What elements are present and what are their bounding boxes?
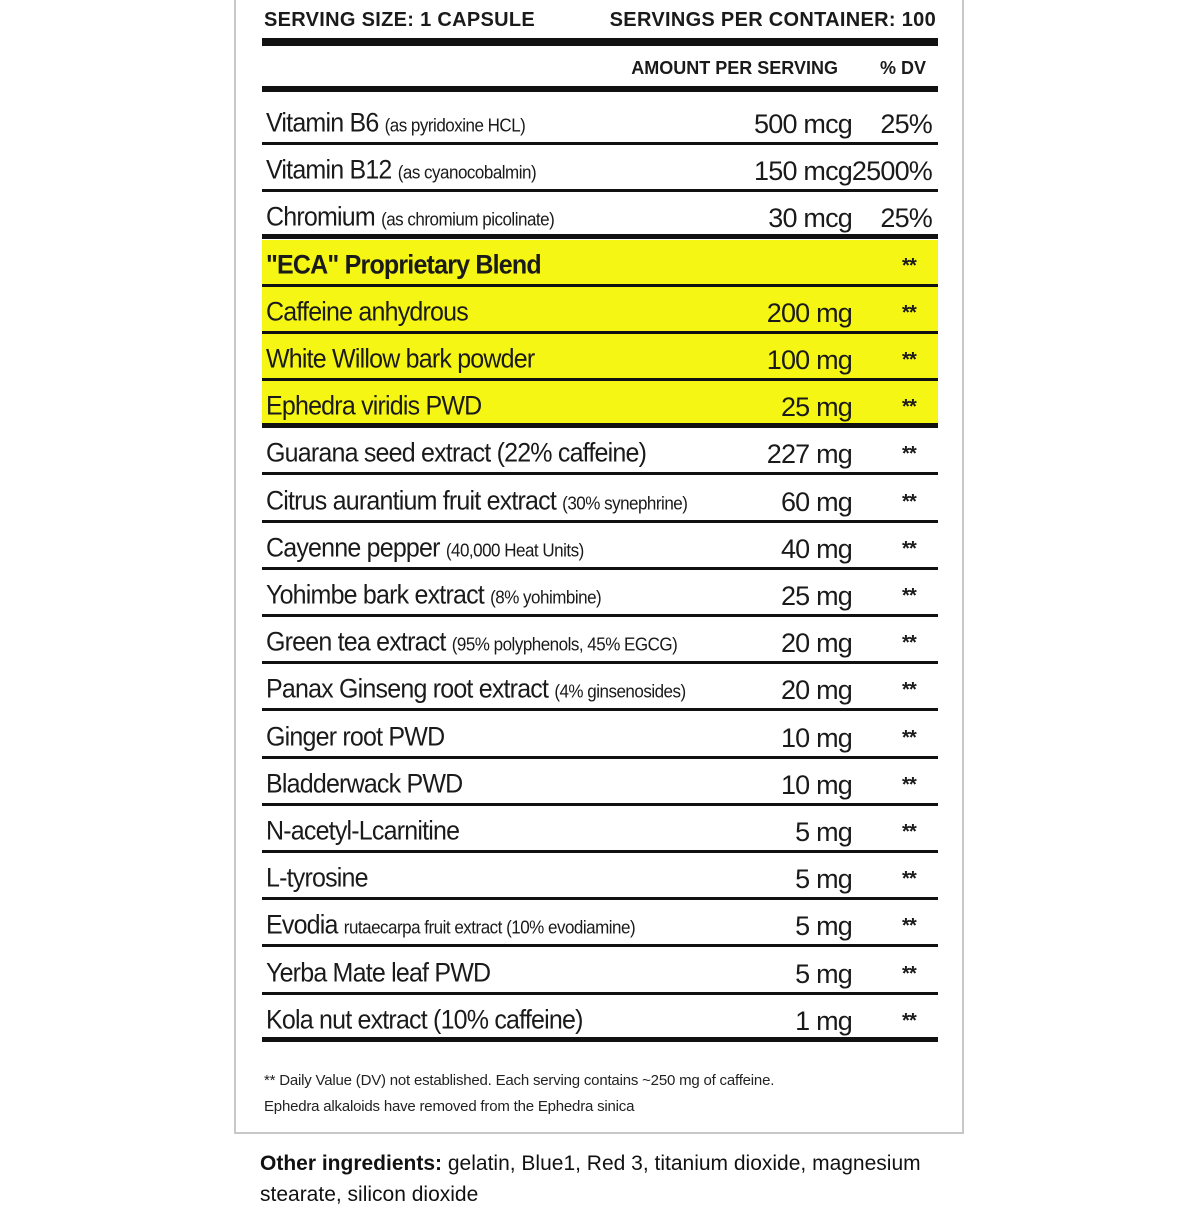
ingredient-dv: ** [902,537,916,560]
blend-row [262,334,938,381]
ingredient-name-text: Cayenne pepper [266,532,440,563]
other-ingredients [260,1148,980,1210]
ingredient-dv: ** [902,490,916,513]
ingredient-name [266,957,490,988]
ingredient-name-text: Green tea extract [266,626,446,658]
supplement-facts-panel [234,0,964,1134]
ingredient-name [266,532,584,563]
ingredient-dv: ** [902,726,916,749]
ingredient-name [266,627,677,658]
ingredient-name [266,580,601,611]
ingredient-amount: 60 mg [780,486,852,517]
ingredient-dv: ** [902,443,916,466]
ingredient-qualifier: (40,000 Heat Units) [445,540,584,561]
ingredient-amount: 10 mg [780,722,852,753]
ingredient-name [266,768,462,799]
ingredient-row [262,145,938,192]
ingredient-amount: 5 mg [795,817,852,847]
serving-size: SERVING SIZE: 1 CAPSULE [264,8,536,31]
ingredient-qualifier: (as cyanocobalmin) [397,162,537,183]
ingredient-name [266,391,481,422]
column-rule [262,86,938,92]
ingredient-name-text: Vitamin B6 [266,107,379,138]
ingredient-amount: 40 mg [780,533,852,564]
ingredient-dv: ** [902,868,916,891]
ingredient-name-text: White Willow bark powder [266,343,535,374]
ingredient-dv: ** [902,632,916,655]
ingredient-row [262,712,938,759]
ingredient-name [266,155,536,186]
blend-row [262,287,938,334]
ingredient-dv: 25% [880,203,932,234]
ingredient-name [266,344,534,375]
ingredient-dv: ** [902,773,916,796]
ingredient-dv: ** [902,349,916,371]
ingredient-row [262,853,938,900]
ingredient-name [266,1004,583,1035]
ingredient-name [266,816,459,847]
ingredient-name [266,863,368,894]
ingredient-amount: 100 mg [766,345,852,375]
ingredient-amount: 10 mg [780,769,852,800]
ingredient-name [266,202,554,233]
ingredient-row [262,806,938,853]
row-divider [262,1037,938,1042]
ingredient-row [262,948,938,995]
ingredient-qualifier: (as pyridoxine HCL) [384,115,526,136]
ingredient-row [262,476,938,523]
ingredient-dv: 2500% [851,156,932,187]
ingredient-name [266,296,468,327]
ingredient-row [262,428,938,475]
ingredient-qualifier: (4% ginsenosides) [554,681,686,703]
servings-per-container: SERVINGS PER CONTAINER: 100 [609,8,936,31]
ingredient-name-text: Kola nut extract (10% caffeine) [266,1004,583,1035]
ingredient-amount: 5 mg [795,958,852,989]
ingredient-dv: ** [902,301,916,324]
ingredient-name [266,249,541,280]
ingredient-qualifier: (95% polyphenols, 45% EGCG) [451,634,678,655]
ingredient-name-text: Citrus aurantium fruit extract [266,485,556,516]
ingredient-row [262,995,938,1042]
ingredient-dv: 25% [880,109,932,139]
ingredient-name [266,485,687,516]
serving-header [264,4,936,36]
footnote-dv: ** Daily Value (DV) not established. Each serving contains ~250 mg of caffeine. [264,1072,775,1089]
ingredient-name-text: N-acetyl-Lcarnitine [266,815,460,846]
ingredient-amount: 5 mg [795,911,852,942]
ingredient-qualifier: (8% yohimbine) [490,587,602,608]
footnote-ephedra: Ephedra alkaloids have removed from the Ephedra sinica [264,1098,635,1115]
ingredient-dv: ** [902,679,916,702]
ingredient-name [266,674,686,705]
ingredient-name-text: Chromium [266,202,375,233]
ingredient-name-text: Ephedra viridis PWD [266,390,482,422]
ingredient-name-text: "ECA" Proprietary Blend [266,249,541,280]
ingredient-row [262,900,938,947]
ingredient-dv: ** [902,585,916,607]
ingredient-amount: 30 mcg [768,203,852,234]
blend-row [262,240,938,287]
ingredient-name-text: Guarana seed extract (22% caffeine) [266,438,647,469]
ingredient-row [262,617,938,664]
dv-column-label: % DV [879,58,926,78]
ingredient-qualifier: (as chromium picolinate) [381,209,555,231]
ingredient-name-text: Panax Ginseng root extract [266,674,549,705]
other-ingredients-text: gelatin, Blue1, Red 3, titanium dioxide, magnesium stearate, silicon dioxide [260,1152,921,1206]
ingredient-amount: 227 mg [766,439,852,470]
ingredient-name-text: Caffeine anhydrous [266,296,468,327]
ingredient-name-text: Yohimbe bark extract [266,579,484,610]
column-header [262,54,934,82]
ingredient-qualifier: (30% synephrine) [562,492,688,514]
ingredient-name-text: Ginger root PWD [266,721,445,752]
ingredient-name [266,910,635,941]
ingredient-dv: ** [902,962,916,985]
ingredient-row [262,570,938,617]
ingredient-name [266,721,444,752]
ingredient-row [262,759,938,806]
other-ingredients-label: Other ingredients: [260,1152,443,1175]
ingredient-amount: 500 mcg [754,109,852,139]
ingredient-dv: ** [902,396,916,419]
ingredient-dv: ** [902,821,916,843]
ingredient-amount: 25 mg [780,392,852,423]
amount-column-label: AMOUNT PER SERVING [631,58,838,78]
ingredient-amount: 25 mg [780,581,852,611]
ingredient-qualifier: rutaecarpa fruit extract (10% evodiamine) [343,917,636,939]
ingredient-dv: ** [902,1009,916,1032]
ingredient-name [266,438,646,469]
ingredient-amount: 20 mg [780,628,852,659]
ingredient-name-text: L-tyrosine [266,862,368,894]
ingredient-name-text: Bladderwack PWD [266,768,463,799]
header-rule [262,38,938,46]
ingredient-row [262,664,938,711]
ingredient-name-text: Vitamin B12 [266,154,392,186]
ingredient-name-text: Yerba Mate leaf PWD [266,957,491,988]
ingredient-dv: ** [902,915,916,938]
ingredient-dv: ** [902,254,916,277]
ingredient-row [262,98,938,145]
ingredient-row [262,523,938,570]
ingredient-amount: 150 mcg [754,156,852,187]
ingredient-name-text: Evodia [266,910,338,941]
ingredient-row [262,192,938,239]
ingredient-amount: 5 mg [795,864,852,895]
ingredient-amount: 200 mg [766,297,852,328]
blend-row [262,381,938,428]
ingredient-amount: 1 mg [795,1005,852,1036]
ingredient-name [266,108,525,139]
ingredient-amount: 20 mg [780,675,852,706]
